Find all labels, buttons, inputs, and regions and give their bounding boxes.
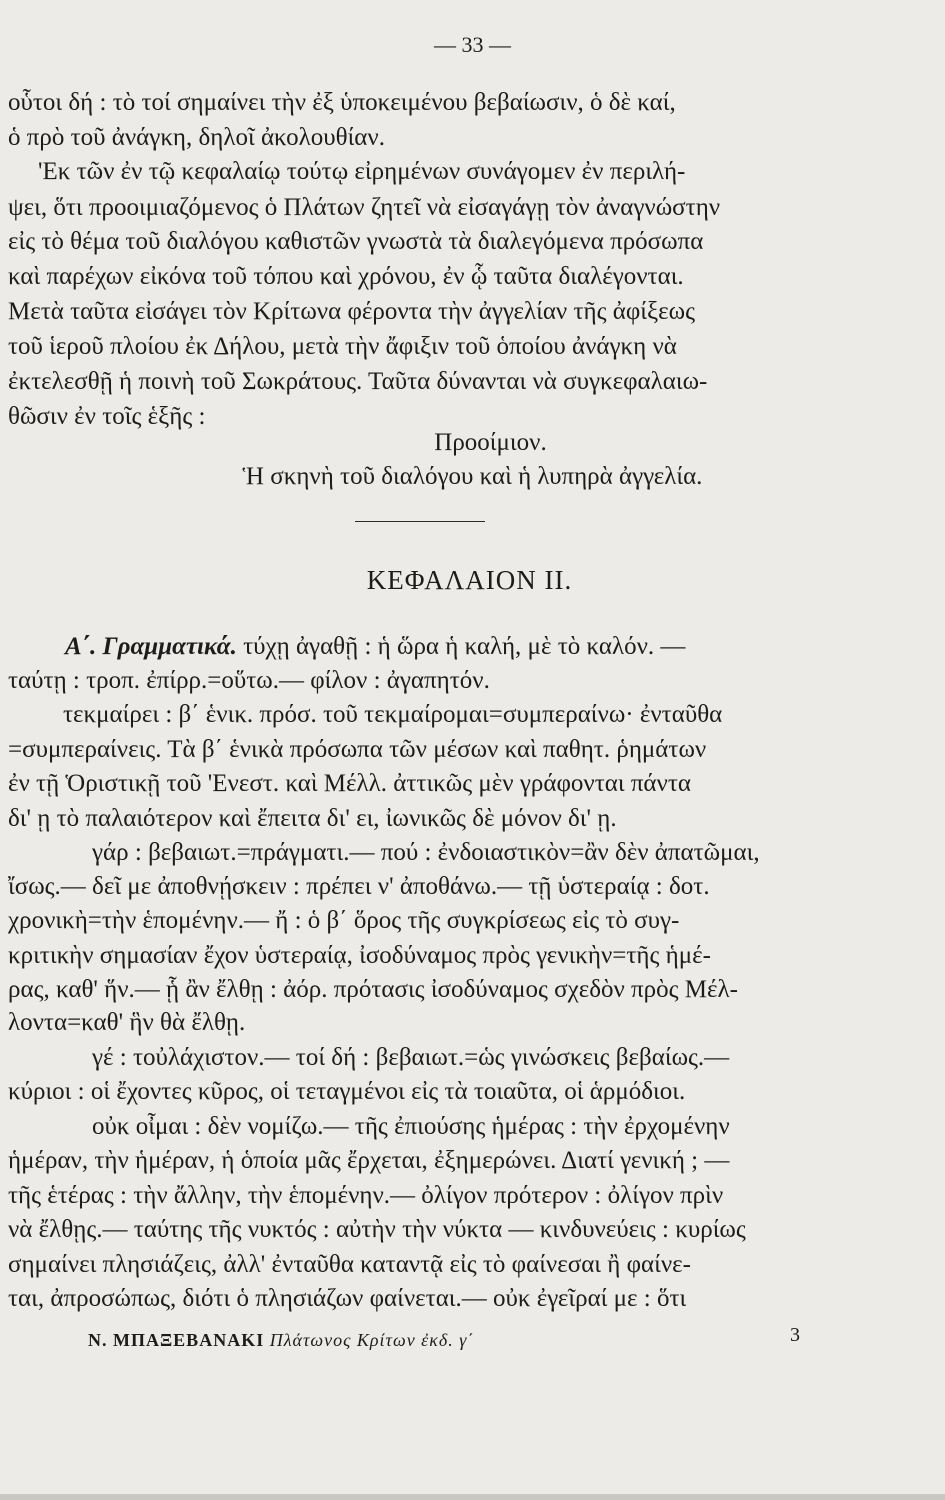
text-line: Μετὰ ταῦτα εἰσάγει τὸν Κρίτωνα φέροντα τὴν ἀγγελίαν τῆς ἀφίξεως — [8, 298, 695, 325]
chapter-heading: ΚΕΦΑΛΑΙΟΝ ΙΙ. — [366, 565, 573, 595]
text-line: ται, ἀπροσώπως, διότι ὁ πλησιάζων φαίνεται.— οὐκ ἐγεῖραί με : ὅτι — [8, 1285, 687, 1312]
text-line: τεκμαίρει : β΄ ἑνικ. πρόσ. τοῦ τεκμαίρομαι=συμπεραίνω· ἐνταῦθα — [63, 701, 723, 728]
text-line: οὐκ οἶμαι : δὲν νομίζω.— τῆς ἐπιούσης ἡμέρας : τὴν ἐρχομένην — [92, 1113, 730, 1140]
text-line: =συμπεραίνεις. Τὰ β΄ ἑνικὰ πρόσωπα τῶν μέσων καὶ παθητ. ῥημάτων — [8, 736, 707, 763]
text-line: οὗτοι δή : τὸ τοί σημαίνει τὴν ἐξ ὑποκειμένου βεβαίωσιν, ὁ δὲ καί, — [8, 89, 676, 116]
text-line: θῶσιν ἐν τοῖς ἑξῆς : — [8, 403, 206, 430]
footer-book: Πλάτωνος Κρίτων ἐκδ. γ΄ — [264, 1330, 475, 1350]
text-line: καὶ παρέχων εἰκόνα τοῦ τόπου καὶ χρόνου, ἐν ᾧ ταῦτα διαλέγονται. — [8, 263, 684, 290]
text-line: σημαίνει πλησιάζεις, ἀλλ' ἐνταῦθα καταντᾷ εἰς τὸ φαίνεσαι ἢ φαίνε- — [8, 1251, 691, 1278]
text-line: ἐκτελεσθῇ ἡ ποινὴ τοῦ Σωκράτους. Ταῦτα δύνανται νὰ συγκεφαλαιω- — [8, 368, 708, 395]
prooimion-title: Προοίμιον. — [434, 429, 547, 456]
signature-mark: 3 — [790, 1324, 800, 1346]
text-line: κριτικὴν σημασίαν ἔχον ὑστεραίᾳ, ἰσοδύναμος πρὸς γενικὴν=τῆς ἡμέ- — [8, 942, 711, 969]
footer-publisher: Ν. ΜΠΑΞΕΒΑΝΑΚΙ — [88, 1330, 265, 1350]
text-line: γέ : τοὐλάχιστον.— τοί δή : βεβαιωτ.=ὡς γινώσκεις βεβαίως.— — [92, 1044, 730, 1071]
text-line: κύριοι : οἱ ἔχοντες κῦρος, οἱ τεταγμένοι εἰς τὰ τοιαῦτα, οἱ ἁρμόδιοι. — [8, 1078, 686, 1105]
text-line: εἰς τὸ θέμα τοῦ διαλόγου καθιστῶν γνωστὰ τὰ διαλεγόμενα πρόσωπα — [8, 228, 704, 255]
section-first-line: τύχῃ ἀγαθῇ : ἡ ὥρα ἡ καλή, μὲ τὸ καλόν. — — [236, 633, 686, 660]
text-line: τῆς ἑτέρας : τὴν ἄλλην, τὴν ἑπομένην.— ὀλίγον πρότερον : ὀλίγον πρὶν — [8, 1182, 724, 1209]
text-line: λοντα=καθ' ἣν θὰ ἔλθῃ. — [8, 1009, 246, 1036]
footer-imprint — [88, 1330, 474, 1351]
text-line: δι' ῃ τὸ παλαιότερον καὶ ἔπειτα δι' ει, ἰωνικῶς δὲ μόνον δι' ῃ. — [8, 805, 617, 832]
text-line: 'Εκ τῶν ἐν τῷ κεφαλαίῳ τούτῳ εἰρημένων συνάγομεν ἐν περιλή- — [38, 158, 686, 185]
text-line: ἡμέραν, τὴν ἡμέραν, ἡ ὁποία μᾶς ἔρχεται, ἐξημερώνει. Διατί γενική ; — — [8, 1147, 730, 1174]
section-divider — [355, 521, 485, 522]
text-line: τοῦ ἱεροῦ πλοίου ἐκ Δήλου, μετὰ τὴν ἄφιξιν τοῦ ὁποίου ἀνάγκη νὰ — [8, 333, 677, 360]
text-line: ἐν τῇ Ὁριστικῇ τοῦ 'Ενεστ. καὶ Μέλλ. ἀττικῶς μὲν γράφονται πάντα — [8, 770, 691, 797]
text-line: ταύτῃ : τροπ. ἐπίρρ.=οὕτω.— φίλον : ἀγαπητόν. — [8, 667, 490, 694]
text-line: ρας, καθ' ἥν.— ᾗ ἂν ἔλθῃ : ἀόρ. πρότασις ἰσοδύναμος σχεδὸν πρὸς Μέλ- — [8, 976, 738, 1003]
page-number: — 33 — — [434, 32, 511, 57]
section-label: Α΄. Γραμματικά. — [65, 633, 237, 660]
text-line — [65, 632, 945, 662]
text-line: γάρ : βεβαιωτ.=πράγματι.— πού : ἐνδοιαστικὸν=ἂν δὲν ἀπατῶμαι, — [92, 839, 760, 866]
text-line: ὁ πρὸ τοῦ ἀνάγκη, δηλοῖ ἀκολουθίαν. — [8, 124, 385, 151]
page-bottom-edge — [0, 1494, 945, 1500]
text-line: ἴσως.— δεῖ με ἀποθνῄσκειν : πρέπει ν' ἀποθάνω.— τῇ ὑστεραίᾳ : δοτ. — [8, 873, 710, 900]
text-line: ψει, ὅτι προοιμιαζόμενος ὁ Πλάτων ζητεῖ νὰ εἰσαγάγῃ τὸν ἀναγνώστην — [8, 194, 721, 221]
prooimion-subtitle: Ἡ σκηνὴ τοῦ διαλόγου καὶ ἡ λυπηρὰ ἀγγελία. — [242, 463, 703, 490]
text-line: χρονικὴ=τὴν ἑπομένην.— ἤ : ὁ β΄ ὅρος τῆς συγκρίσεως εἰς τὸ συγ- — [8, 907, 680, 934]
text-line: νὰ ἔλθῃς.— ταύτης τῆς νυκτός : αὐτὴν τὴν νύκτα — κινδυνεύεις : κυρίως — [8, 1216, 746, 1243]
